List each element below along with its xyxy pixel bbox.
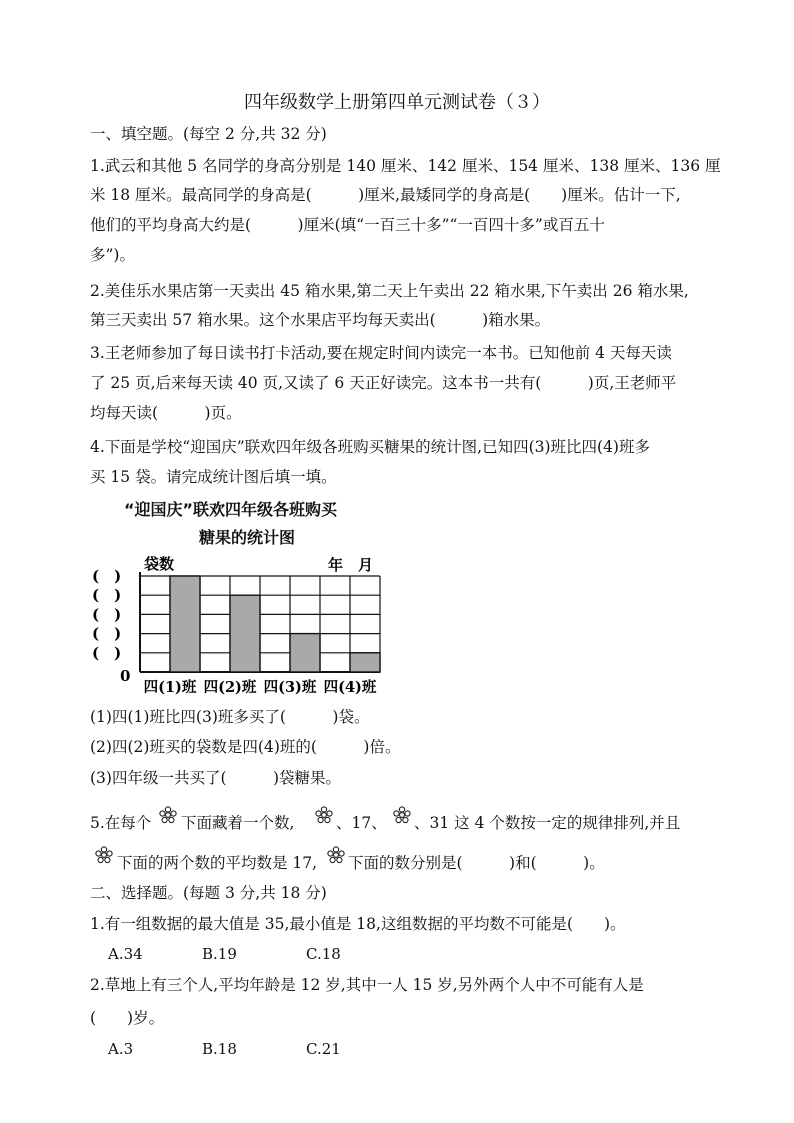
s2-q1-option-a: A.34 (108, 945, 143, 963)
s2-q2-option-c: C.21 (306, 1040, 341, 1058)
q4-line: 买 15 袋。请完成统计图后填一填。 (90, 468, 337, 486)
y-tick-label: ( ) (92, 605, 122, 624)
q5-text-f: 下面的数分别是( )和( )。 (348, 854, 605, 872)
x-category-label: 四(2)班 (203, 679, 257, 696)
q5-text-b: 下面藏着一个数, (181, 814, 295, 832)
y-tick-label: ( ) (92, 586, 122, 605)
q1-line: 米 18 厘米。最高同学的身高是( )厘米,最矮同学的身高是( )厘米。估计一下, (90, 186, 681, 204)
q4-sub-1: (1)四(1)班比四(3)班多买了( )袋。 (90, 708, 370, 726)
y-tick-label: ( ) (92, 624, 122, 643)
section2-heading: 二、选择题。(每题 3 分,共 18 分) (90, 884, 327, 902)
y-axis-label: 袋数 (144, 555, 175, 573)
q3-line: 3.王老师参加了每日读书打卡活动,要在规定时间内读完一本书。已知他前 4 天每天读 (90, 344, 672, 362)
s2-q1: 1.有一组数据的最大值是 35,最小值是 18,这组数据的平均数不可能是( )。 (90, 915, 626, 933)
chart-title-line2: 糖果的统计图 (199, 528, 296, 547)
q4-sub-3: (3)四年级一共买了( )袋糖果。 (90, 769, 342, 787)
x-category-label: 四(4)班 (323, 679, 377, 696)
s2-q1-option-c: C.18 (306, 945, 341, 963)
s2-q2-option-a: A.3 (108, 1040, 134, 1058)
s2-q1-option-b: B.19 (202, 945, 237, 963)
flower-icon (392, 805, 412, 825)
q5-text-c: 、17、 (336, 814, 387, 832)
bar (170, 576, 200, 672)
bar (350, 653, 380, 672)
q2-line: 2.美佳乐水果店第一天卖出 45 箱水果,第二天上午卖出 22 箱水果,下午卖出 26 箱水果, (90, 282, 689, 300)
bar (290, 634, 320, 672)
origin-zero-label: 0 (120, 667, 131, 685)
page-title: 四年级数学上册第四单元测试卷（３） (244, 92, 550, 113)
date-label: 年 月 (328, 556, 374, 574)
x-category-label: 四(1)班 (143, 679, 197, 696)
bar (230, 595, 260, 672)
y-tick-label: ( ) (92, 643, 122, 662)
section1-heading: 一、填空题。(每空 2 分,共 32 分) (90, 125, 327, 143)
q1-line: 多”)。 (90, 246, 135, 264)
flower-icon (158, 805, 178, 825)
q5-text-d: 、31 这 4 个数按一定的规律排列,并且 (414, 814, 681, 832)
x-category-label: 四(3)班 (263, 679, 317, 696)
q1-line: 1.武云和其他 5 名同学的身高分别是 140 厘米、142 厘米、154 厘米、138 厘米、136 厘 (90, 157, 721, 175)
q4-line: 4.下面是学校“迎国庆”联欢四年级各班购买糖果的统计图,已知四(3)班比四(4)班多 (90, 438, 650, 456)
s2-q2-option-b: B.18 (202, 1040, 237, 1058)
q4-sub-2: (2)四(2)班买的袋数是四(4)班的( )倍。 (90, 738, 401, 756)
s2-q2-line: ( )岁。 (90, 1009, 165, 1027)
flower-icon (314, 805, 334, 825)
chart-title-line1: “迎国庆”联欢四年级各班购买 (124, 500, 338, 519)
q5-text-e: 下面的两个数的平均数是 17, (117, 854, 318, 872)
q5-text-a: 5.在每个 (90, 814, 152, 832)
q2-line: 第三天卖出 57 箱水果。这个水果店平均每天卖出( )箱水果。 (90, 311, 551, 329)
flower-icon (94, 845, 114, 865)
flower-icon (326, 845, 346, 865)
q3-line: 均每天读( )页。 (90, 404, 242, 422)
s2-q2-line: 2.草地上有三个人,平均年龄是 12 岁,其中一人 15 岁,另外两个人中不可能有人是 (90, 976, 644, 994)
q1-line: 他们的平均身高大约是( )厘米(填“一百三十多”“一百四十多”或百五十 (90, 216, 605, 234)
y-tick-label: ( ) (92, 567, 122, 585)
bar-chart (90, 550, 410, 698)
q3-line: 了 25 页,后来每天读 40 页,又读了 6 天正好读完。这本书一共有( )页,王老师平 (90, 374, 677, 392)
